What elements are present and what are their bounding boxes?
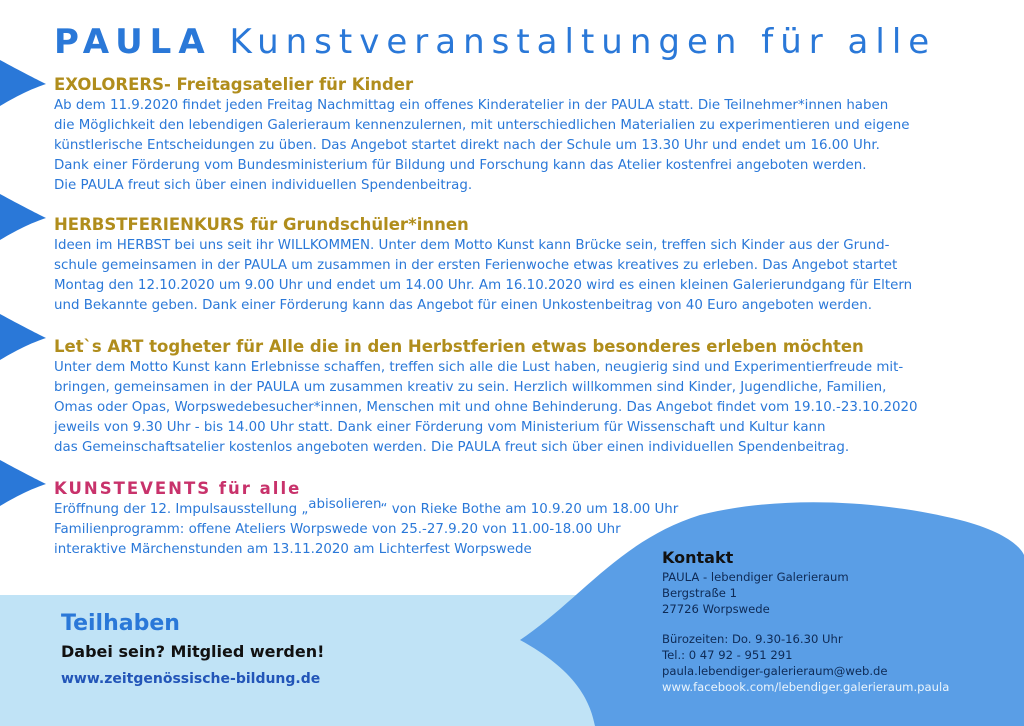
kontakt-facebook-link[interactable]: www.facebook.com/lebendiger.galerieraum.paula bbox=[662, 680, 950, 694]
section-heading: EXOLORERS- Freitagsatelier für Kinder bbox=[54, 75, 414, 94]
website-link[interactable]: www.zeitgenössische-bildung.de bbox=[61, 671, 321, 687]
pointer-triangle-4 bbox=[0, 458, 50, 508]
section-body bbox=[54, 497, 754, 560]
body-line: Ab dem 11.9.2020 findet jeden Freitag Nachmittag ein offenes Kinderatelier in der PAULA statt. Die Teilnehmer*innen haben bbox=[54, 98, 889, 113]
event-line1-post: “ von Rieke Bothe am 10.9.20 um 18.00 Uhr bbox=[380, 502, 679, 517]
section-kunstevents bbox=[54, 478, 754, 560]
body-line: Dank einer Förderung vom Bundesministerium für Bildung und Forschung kann das Atelier kostenfrei angeboten werden. bbox=[54, 158, 867, 173]
kontakt-email[interactable]: paula.lebendiger-galerieraum@web.de bbox=[662, 664, 888, 678]
body-line: schule gemeinsamen in der PAULA um zusammen in der ersten Ferienwoche etwas kreatives zu erleben. Das Angebot startet bbox=[54, 258, 898, 273]
body-line: Ideen im HERBST bei uns seit ihr WILLKOMMEN. Unter dem Motto Kunst kann Brücke sein, treffen sich Kinder aus der Grund- bbox=[54, 238, 890, 253]
pointer-triangle-1 bbox=[0, 58, 50, 108]
body-line: und Bekannte geben. Dank einer Förderung kann das Angebot für einen Unkostenbeitrag von 40 Euro angeboten werden. bbox=[54, 298, 873, 313]
section-heading: KUNSTEVENTS für alle bbox=[54, 479, 302, 498]
kontakt-block bbox=[662, 547, 949, 695]
spacer bbox=[662, 617, 949, 631]
section-explorers bbox=[54, 74, 1014, 196]
event-line1-pre: Eröffnung der 12. Impulsausstellung „ bbox=[54, 502, 309, 517]
kontakt-name: PAULA - lebendiger Galerieraum bbox=[662, 570, 849, 584]
teilhaben-subtitle: Dabei sein? Mitglied werden! bbox=[61, 642, 325, 661]
kontakt-hours: Bürozeiten: Do. 9.30-16.30 Uhr bbox=[662, 632, 843, 646]
section-herbstferienkurs bbox=[54, 214, 1014, 316]
kontakt-title: Kontakt bbox=[662, 548, 734, 567]
body-line bbox=[54, 497, 754, 520]
section-lets-art bbox=[54, 336, 1014, 458]
section-body bbox=[54, 358, 1014, 458]
event-title-raised: abisolieren bbox=[308, 497, 381, 512]
section-heading: Let`s ART togheter für Alle die in den Herbstferien etwas besonderes erleben möchten bbox=[54, 337, 864, 356]
body-line: Familienprogramm: offene Ateliers Worpswede von 25.-27.9.20 von 11.00-18.00 Uhr bbox=[54, 522, 621, 537]
pointer-triangle-3 bbox=[0, 312, 50, 362]
section-body bbox=[54, 96, 1014, 196]
section-heading: HERBSTFERIENKURS für Grundschüler*innen bbox=[54, 215, 469, 234]
kontakt-city: 27726 Worpswede bbox=[662, 602, 770, 616]
body-line: Omas oder Opas, Worpswedebesucher*innen, Menschen mit und ohne Behinderung. Das Angebot findet vom 19.10.-23.10.2020 bbox=[54, 400, 918, 415]
kontakt-street: Bergstraße 1 bbox=[662, 586, 737, 600]
section-body bbox=[54, 236, 1014, 316]
body-line: Unter dem Motto Kunst kann Erlebnisse schaffen, treffen sich alle die Lust haben, neugierig sind und Experimentierfreude mit- bbox=[54, 360, 904, 375]
body-line: bringen, gemeinsamen in der PAULA um zusammen kreativ zu sein. Herzlich willkommen sind Kinder, Jugendliche, Familien, bbox=[54, 380, 887, 395]
teilhaben-title: Teilhaben bbox=[61, 611, 180, 636]
page-title bbox=[54, 22, 936, 62]
kontakt-phone[interactable]: Tel.: 0 47 92 - 951 291 bbox=[662, 648, 793, 662]
title-rest: Kunstveranstaltungen für alle bbox=[229, 22, 937, 62]
body-line: jeweils von 9.30 Uhr - bis 14.00 Uhr statt. Dank einer Förderung vom Ministerium für Wissenschaft und Kultur kann bbox=[54, 420, 826, 435]
body-line: Montag den 12.10.2020 um 9.00 Uhr und endet um 14.00 Uhr. Am 16.10.2020 wird es einen kleinen Galerierundgang für Eltern bbox=[54, 278, 913, 293]
body-line: künstlerische Entscheidungen zu üben. Das Angebot startet direkt nach der Schule um 13.30 Uhr und endet um 16.00 Uhr. bbox=[54, 138, 880, 153]
pointer-triangle-2 bbox=[0, 192, 50, 242]
title-strong: PAULA bbox=[54, 22, 212, 62]
body-line: Die PAULA freut sich über einen individuellen Spendenbeitrag. bbox=[54, 178, 473, 193]
teilhaben-block bbox=[61, 610, 324, 690]
body-line: die Möglichkeit den lebendigen Galerieraum kennenzulernen, mit unterschiedlichen Materialien zu experimentieren und eigene bbox=[54, 118, 910, 133]
body-line: interaktive Märchenstunden am 13.11.2020 am Lichterfest Worpswede bbox=[54, 542, 532, 557]
body-line: das Gemeinschaftsatelier kostenlos angeboten werden. Die PAULA freut sich über einen individuellen Spendenbeitrag. bbox=[54, 440, 850, 455]
